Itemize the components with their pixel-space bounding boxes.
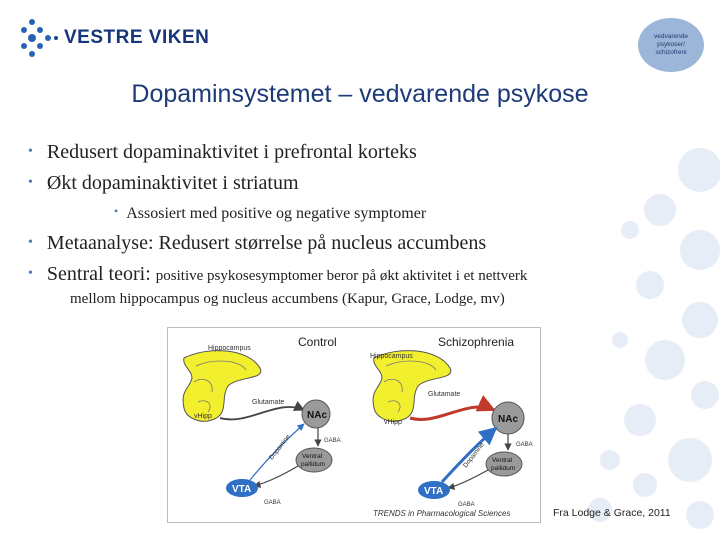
- label-vhipp: vHipp: [194, 413, 212, 420]
- topic-badge: [638, 18, 704, 72]
- figure-footer: TRENDS in Pharmacological Sciences: [373, 509, 511, 518]
- bullet-dot: •: [114, 204, 119, 218]
- label-glutamate: Glutamate: [428, 391, 461, 398]
- bullet-text-small: positive psykosesymptomer beror på økt aktivitet i et nettverk: [155, 268, 528, 284]
- label-dopamine: Dopamine: [462, 441, 486, 470]
- bullet-item: [28, 263, 527, 286]
- logo-text: VESTRE VIKEN: [64, 27, 210, 48]
- gaba-arrow: [448, 470, 488, 488]
- ventral-pallidum-node: [296, 448, 332, 472]
- label-hippocampus: Hippocampus: [370, 353, 413, 360]
- bullet-continuation: mellom hippocampus og nucleus accumbens (Kapur, Grace, Lodge, mv): [70, 291, 505, 307]
- label-dopamine: Dopamine: [268, 433, 292, 462]
- label-pallidum: pallidum: [491, 465, 516, 472]
- label-glutamate: Glutamate: [252, 399, 285, 406]
- label-gaba: GABA: [458, 502, 475, 508]
- label-gaba: GABA: [324, 438, 341, 444]
- label-gaba: GABA: [264, 500, 281, 506]
- hippocampus-shape: [183, 351, 261, 422]
- label-nac: NAc: [307, 410, 328, 421]
- bullet-dot: •: [28, 235, 33, 250]
- bullet-text: Redusert dopaminaktivitet i prefrontal korteks: [46, 141, 417, 163]
- glutamate-arrow: [410, 407, 494, 419]
- bullet-dot: •: [28, 144, 33, 159]
- bullet-dot: •: [28, 175, 33, 190]
- label-pallidum: pallidum: [301, 461, 326, 468]
- bullet-item: [28, 172, 299, 195]
- figure-diagram: [168, 328, 540, 522]
- label-ventral: Ventral: [492, 457, 513, 464]
- slide-title: Dopaminsystemet – vedvarende psykose: [131, 80, 589, 108]
- bullet-item: [28, 232, 486, 255]
- label-hippocampus: Hippocampus: [208, 345, 251, 352]
- panel-title-schizophrenia: Schizophrenia: [438, 335, 515, 349]
- topic-badge-text: vedvarende psykoser/ schizofreni: [654, 33, 688, 56]
- bullet-text-main: Sentral teori:: [46, 263, 151, 285]
- bullet-text: Metaanalyse: Redusert størrelse på nucleus accumbens: [46, 232, 487, 254]
- label-gaba: GABA: [516, 442, 533, 448]
- label-vta: VTA: [232, 484, 252, 495]
- bullet-dot: •: [28, 266, 33, 281]
- bullet-text: Økt dopaminaktivitet i striatum: [46, 172, 299, 194]
- sub-bullet-item: [114, 204, 426, 223]
- bullet-item: [28, 141, 417, 164]
- label-vhipp: vHipp: [384, 419, 402, 426]
- label-vta: VTA: [424, 486, 444, 497]
- dopamine-pathway-figure: [167, 327, 541, 523]
- ventral-pallidum-node: [486, 452, 522, 476]
- schizophrenia-panel: [370, 351, 533, 508]
- source-citation: Fra Lodge & Grace, 2011: [553, 507, 671, 519]
- label-ventral: Ventral: [302, 453, 323, 460]
- panel-title-control: Control: [298, 335, 337, 349]
- label-nac: NAc: [498, 414, 519, 425]
- gaba-arrow: [254, 466, 298, 486]
- bullet-text: Assosiert med positive og negative symptomer: [126, 205, 427, 222]
- glutamate-arrow: [220, 407, 304, 419]
